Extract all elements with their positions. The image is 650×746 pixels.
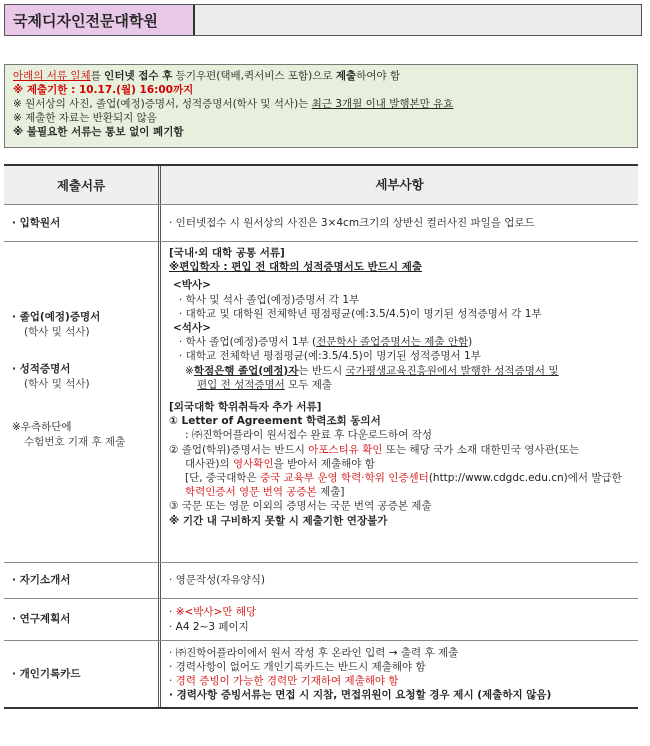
detail-text: ① Letter of Agreement 학력조회 동의서 [169,415,381,428]
doc-name: · 연구계획서 [12,613,71,625]
detail-text: · A4 2~3 페이지 [169,620,249,633]
doc-self-intro [4,563,161,598]
detail-text: 을 받아서 제출해야 함 [273,457,375,470]
detail-text: 전문학사 졸업증명서는 제출 안함 [316,336,469,349]
detail-text: 또는 해당 국가 소재 대한민국 영사관(또는 [382,443,580,456]
doc-sub: (학사 및 석사) [24,378,90,390]
detail-text: [단, 중국대학은 [185,472,260,485]
detail-text: · 영문작성(자유양식) [169,574,266,587]
detail-text: 영사확인 [233,457,274,470]
detail-line [169,443,630,457]
detail-bullet: · [169,606,176,619]
notice-line-1 [13,69,629,83]
notice-valid: 최근 3개월 이내 발행본만 유효 [311,98,454,110]
doc-certificates [4,242,161,562]
detail-text: · 대학교 및 대학원 전체학년 평점평균(예:3.5/4.5)이 명기된 성적증명서 각 1부 [179,307,542,320]
page-title: 국제디자인전문대학원 [5,5,195,35]
doc-research-plan [4,599,161,640]
detail-text: 제출] [316,486,345,499]
table-row [4,641,638,709]
detail-text: 학력인증서 영문 번역 공증본 [185,486,317,499]
notice-all-docs: 아래의 서류 일체 [13,70,91,82]
doc-name: · 성적증명서 [12,363,71,375]
detail-text: ③ 국문 또는 영문 이외의 증명서는 국문 번역 공증본 제출 [169,500,432,513]
section-title: [외국대학 학위취득자 추가 서류] [169,401,322,414]
doc-detail [161,205,638,241]
doc-application [4,205,161,241]
doc-personal-card [4,641,161,707]
detail-line [169,471,630,485]
notice-line-5: ※ 불필요한 서류는 통보 없이 폐기함 [13,126,184,138]
detail-text: ※편입학자 : 편입 전 대학의 성적증명서도 반드시 제출 [169,261,422,274]
table-row [4,242,638,563]
detail-text: ) [468,336,473,349]
detail-text: ※ [185,364,194,377]
detail-text: · 인터넷접수 시 원서상의 사진은 3×4cm크기의 상반신 컬러사진 파일을 업로드 [169,216,535,229]
doc-note: ※우측하단에 [12,421,72,433]
table-row [4,205,638,242]
detail-line [169,457,630,471]
doc-name: · 입학원서 [12,216,61,229]
doc-note: 수험번호 기재 후 제출 [24,436,126,448]
notice-line-4: ※ 제출한 자료는 반환되지 않음 [13,112,157,124]
detail-text: · 학사 및 석사 졸업(예정)증명서 각 1부 [179,293,360,306]
detail-text: 편입 전 성적증명서 [197,378,285,391]
col-header-details: 세부사항 [161,166,638,204]
detail-text: · 경력사항 증빙서류는 면접 시 지참, 면접위원이 요청할 경우 제시 (제출하지 않음) [169,689,552,702]
notice-text: 를 [90,70,105,82]
doc-detail [161,599,638,640]
notice-deadline: ※ 제출기한 : 10.17.(월) 16:00까지 [13,84,194,96]
header-bar [195,5,641,35]
detail-text: <석사> [173,322,211,335]
detail-line [169,378,630,392]
doc-name: · 졸업(예정)증명서 [12,311,101,323]
detail-line [169,605,630,619]
detail-text: 학점은행 졸업(예정)자 [193,364,299,377]
detail-text: · 경력사항이 없어도 개인기록카드는 반드시 제출해야 함 [169,660,426,673]
table-row [4,599,638,641]
page-header [4,4,642,36]
doc-name: · 개인기록카드 [12,667,81,680]
documents-table [4,164,638,709]
notice-text: ※ 원서상의 사진, 졸업(예정)증명서, 성적증명서(학사 및 석사)는 [13,98,312,110]
detail-text: · 학사 졸업(예정)증명서 1부 ( [179,336,317,349]
detail-text: · ㈜진학어플라이에서 원서 작성 후 온라인 입력 → 출력 후 제출 [169,646,459,659]
detail-text: 대사관)의 [185,457,234,470]
notice-text: 하여야 함 [356,70,401,82]
doc-detail [161,242,638,562]
detail-text: (http://www.cdgdc.edu.cn)에서 발급한 [428,472,622,485]
notice-internet: 인터넷 접수 후 [104,70,173,82]
detail-text: 국가평생교육진흥원에서 발행한 성적증명서 및 [345,364,559,377]
notice-submit: 제출 [335,70,357,82]
detail-line [169,364,630,378]
doc-detail [161,563,638,598]
doc-sub: (학사 및 석사) [24,326,90,338]
detail-text: · 경력 증빙이 가능한 경력만 기재하여 제출해야 함 [169,675,399,687]
table-row [4,563,638,599]
doc-name: · 자기소개서 [12,574,71,586]
detail-text: : ㈜진학어플라이 원서접수 완료 후 다운로드하여 작성 [185,429,433,442]
detail-text: <박사> [173,279,211,292]
detail-text: ※<박사>만 해당 [175,606,257,619]
table-header [4,164,638,205]
col-header-docs: 제출서류 [4,166,161,204]
section-title: [국내·외 대학 공통 서류] [169,247,285,259]
detail-text: ※ 기간 내 구비하지 못할 시 제출기한 연장불가 [169,514,388,527]
detail-text: 중국 교육부 운영 학력·학위 인증센터 [259,472,429,485]
doc-detail [161,641,638,707]
notice-text: 등기우편(택배,퀵서비스 포함)으로 [172,70,336,82]
detail-text: 는 반드시 [298,364,346,377]
detail-line [169,335,630,349]
notice-box [4,64,638,148]
notice-line-3 [13,97,629,111]
detail-text: ② 졸업(학위)증명서는 반드시 [169,443,309,456]
detail-text: · 대학교 전체학년 평점평균(예:3.5/4.5)이 명기된 성적증명서 1부 [179,350,481,363]
detail-line [169,485,630,499]
detail-text: 모두 제출 [284,378,333,391]
detail-text: 아포스티유 확인 [308,443,383,456]
